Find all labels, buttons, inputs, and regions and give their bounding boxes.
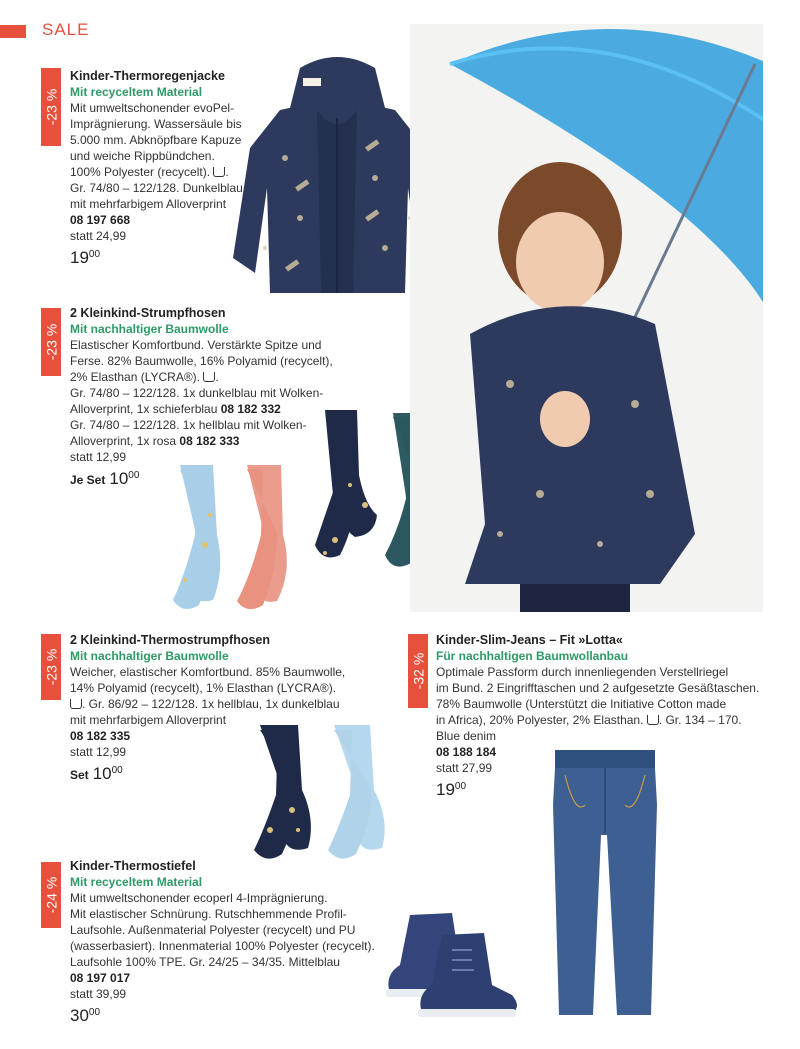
old-price: statt 27,99	[436, 761, 493, 775]
price: Je Set $10^{00}$	[70, 469, 140, 488]
tights-image	[165, 405, 445, 620]
product-title: 2 Kleinkind-Thermostrumpfhosen	[70, 633, 271, 647]
eco-label: Mit recyceltem Material	[70, 875, 203, 889]
article-number: 08 188 184	[436, 745, 497, 759]
article-number: 08 182 335	[70, 729, 131, 743]
wash-care-icon	[203, 372, 215, 382]
old-price: statt 12,99	[70, 745, 127, 759]
discount-badge-tights: -23 %	[41, 308, 61, 376]
wash-care-icon	[213, 167, 225, 177]
variant-line: Gr. 74/80 – 122/128. 1x dunkelblau mit Wolken-	[70, 386, 324, 400]
child-with-umbrella-photo	[410, 24, 763, 612]
product-title: Kinder-Thermoregenjacke	[70, 69, 225, 83]
sale-accent-bar	[0, 25, 26, 38]
variant-line: Alloverprint, 1x schieferblau 08 182 332	[70, 402, 281, 416]
price: $30^{00}$	[70, 1006, 101, 1025]
product-description: Elastischer Komfortbund. Verstärkte Spitze und Ferse. 82% Baumwolle, 16% Polyamid (recycelt), 2% Elasthan (LYCRA®). .	[70, 338, 333, 384]
boots-image	[380, 905, 530, 1020]
product-description: Optimale Passform durch innenliegenden Verstellriegel im Bund. 2 Eingrifftaschen und 2 aufgesetzte Gesäßtaschen. 78% Baumwolle (Unterstützt die Initiative Cotton made in Africa), 20% Polyester, 2% Elasthan. . Gr. 134 – 170. Blue denim	[436, 665, 760, 743]
eco-label: Mit recyceltem Material	[70, 85, 203, 99]
discount-badge-jeans: -32 %	[408, 634, 428, 708]
eco-label: Mit nachhaltiger Baumwolle	[70, 322, 229, 336]
article-number: 08 197 017	[70, 971, 131, 985]
price: Set $10^{00}$	[70, 764, 123, 783]
old-price: statt 24,99	[70, 229, 127, 243]
wash-care-icon	[647, 715, 659, 725]
product-title: Kinder-Slim-Jeans – Fit »Lotta«	[436, 633, 623, 647]
eco-label: Für nachhaltigen Baumwollanbau	[436, 649, 629, 663]
price: $19^{00}$	[436, 780, 467, 799]
product-title: 2 Kleinkind-Strumpfhosen	[70, 306, 226, 320]
eco-label: Mit nachhaltiger Baumwolle	[70, 649, 229, 663]
article-number: 08 197 668	[70, 213, 131, 227]
wash-care-icon	[70, 699, 82, 709]
product-description: Mit umweltschonender ecoperl 4-Imprägnierung. Mit elastischer Schnürung. Rutschhemmende Profil- Laufsohle. Außenmaterial Polyester (recycelt) und PU (wasserbasiert). Innenmaterial 100% Polyester (recycelt). Laufsohle 100% TPE. Gr. 24/25 – 34/35. Mittelblau	[70, 891, 375, 969]
product-title: Kinder-Thermostiefel	[70, 859, 196, 873]
variant-line: Alloverprint, 1x rosa 08 182 333	[70, 434, 240, 448]
product-description: Weicher, elastischer Komfortbund. 85% Baumwolle, 14% Polyamid (recycelt), 1% Elasthan (LYCRA®).	[70, 665, 346, 695]
discount-badge-jacket: -23 %	[41, 68, 61, 146]
variant-line: Gr. 74/80 – 122/128. 1x hellblau mit Wolken-	[70, 418, 307, 432]
product-variants: Gr. 74/80 – 122/128. Dunkelblau mit mehrfarbigem Alloverprint	[70, 181, 243, 211]
old-price: statt 12,99	[70, 450, 127, 464]
price: $19^{00}$	[70, 248, 101, 267]
product-variants: . Gr. 86/92 – 122/128. 1x hellblau, 1x dunkelblau mit mehrfarbigem Alloverprint	[70, 697, 340, 727]
discount-badge-boots: -24 %	[41, 862, 61, 928]
jeans-image	[545, 745, 665, 1020]
thermo-tights-image	[250, 720, 400, 870]
sale-heading: SALE	[42, 20, 90, 39]
discount-badge-thermotights: -23 %	[41, 634, 61, 700]
old-price: statt 39,99	[70, 987, 127, 1001]
product-boots	[70, 858, 390, 1024]
product-description: Mit umweltschonender evoPel- Imprägnierung. Wassersäule bis 5.000 mm. Abknöpfbare Kapuze und weiche Rippbündchen. 100% Polyester (recycelt). .	[70, 101, 242, 179]
